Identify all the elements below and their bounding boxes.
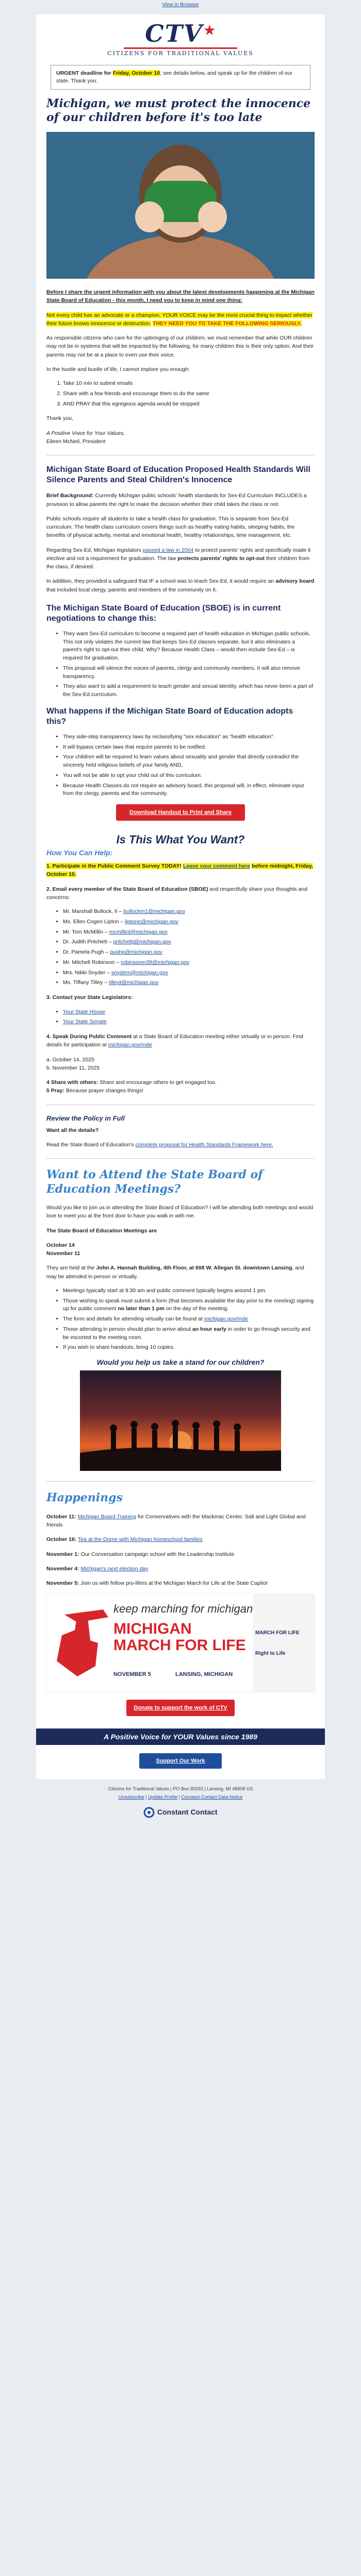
action-step-4: 4. Speak During Public Comment at a State Board of Education meeting either virtually or in person. Find details for participation at michigan.gov/mde [46,1033,303,1048]
meeting-title: Want to Attend the State Board of Education Meetings? [46,1168,263,1196]
star-icon: ★ [203,22,216,38]
logo-subtitle: CITIZENS FOR TRADITIONAL VALUES [107,50,254,57]
board-member: • Dr. Judith Pritchett – pritchettj@michigan.gov [63,938,315,946]
board-member: • Mr. Mitchell Robinson – robinsonm39@michigan.gov [63,959,315,967]
urgent-rest: ; see details below, and speak up for the children of our state. Thank you. [56,70,292,84]
member-email-link[interactable]: bullockm1@michigan.gov [123,908,186,915]
action-title: Is This What You Want? [116,833,245,846]
brand-header [36,14,325,57]
list-item: 3. AND PRAY that this egregious agenda would be stopped [63,400,315,409]
meeting-dates: a. October 14, 2025 b. November 11, 2025 [46,1056,100,1071]
action-subtitle: How You Can Help: [46,849,113,857]
list-item: • Your children will be required to learn values about sexuality and gender that directly contradict the sincerely held religious beliefs of your family AND, [63,753,315,770]
member-email-link[interactable]: snydern@michigan.gov [111,969,168,976]
meeting-bullets [46,1287,315,1352]
list-item: 1. Take 10 min to submit emails [63,380,315,388]
march-city: LANSING, MICHIGAN [175,1671,233,1678]
member-email-link[interactable]: pritchettj@michigan.gov [113,939,171,945]
section2-title: The Michigan State Board of Education (SBOE) is in current negotiations to change this: [46,603,281,623]
urgent-date: Friday, October 10 [112,70,160,76]
divider [46,1158,315,1159]
happening-item: November 4: Michigan's next election day [46,1565,149,1572]
support-button[interactable]: Support Our Work [139,1753,222,1769]
topbar [0,0,361,14]
action-step-1: 1. Participate in the Public Comment Survey TODAY! Leave your comment here before midnight, Friday, October 10. [46,863,313,878]
comment-survey-link[interactable]: Leave your comment here [183,863,251,870]
march-logo-1: MARCH FOR LIFE [255,1630,300,1636]
callout: Would you help us take a stand for our children? [96,1358,265,1367]
section2-list [46,630,315,699]
footer-address: Citizens for Traditional Values | PO Box 80293 | Lansing, MI 48908 US [108,1786,253,1792]
intro-thanks: Thank you, [46,415,73,422]
footer-links: Unsubscribe | Update Profile | Constant Contact Data Notice [118,1794,243,1800]
event-link[interactable]: Michigan's next election day [80,1565,149,1572]
march-for-life-banner[interactable] [46,1594,315,1692]
footer [0,1779,361,1804]
list-item: • They side-step transparency laws by reclassifying "sex education" as "health education". [63,733,315,741]
intro-p3: As responsible citizens who care for the upbringing of our children, we must remember that while OUR children may not be in systems that will be impacted by the following, for many children this is their only option. And their parents may not be at a place to even use their voice. [46,335,314,358]
child-covering-face-illustration [46,132,315,279]
list-item: • Meetings typically start at 9:30 am and public comment typically begins around 1 pm. [63,1287,315,1295]
state-senate-link[interactable]: Your State Senate [63,1019,107,1025]
download-handout-button[interactable]: Download Handout to Print and Share [116,804,245,821]
board-member: • Ms. Ellen Cogen Lipton – liptone@michigan.gov [63,918,315,926]
intro-p1: Before I share the urgent information with you about the latest developments happening at the Michigan State Board of Education - this month, I need you to keep in mind one thing: [46,289,315,304]
footer-banner: A Positive Voice for YOUR Values since 1989 [36,1728,325,1745]
board-member: • Mr. Marshall Bullock, II – bullockm1@michigan.gov [63,908,315,916]
donate-button[interactable]: Donate to support the work of CTV [126,1700,235,1716]
mde-link[interactable]: michigan.gov/mde [108,1042,152,1048]
happening-item: October 16: Tea at the Dome with Michigan homeschool families [46,1536,203,1543]
list-item: • They want Sex-Ed curriculum to become a required part of health education in Michigan public schools. This not only violates the current law that keeps Sex-Ed classes separate, but it also eliminates a parent's right to opt-out their child. Why? Because Health Class – would then include Sex-Ed – is required for graduation. [63,630,315,663]
intro-steps [46,380,315,408]
hero-image [46,132,315,279]
list-item: • You will not be able to opt your child out of this curriculum. [63,772,315,780]
meeting-location: They are held at the John A. Hannah Building, 4th Floor, at 608 W. Allegan St. downtown Lansing, and may be attended in person or virtually. [46,1265,304,1280]
review-text: Read the State Board of Education's complete proposal for Health Standards Framework here. [46,1141,273,1148]
member-email-link[interactable]: liptone@michigan.gov [125,918,178,925]
board-member-list [46,908,315,987]
view-in-browser-link[interactable]: View in Browser [162,2,199,8]
list-item: • Because Health Classes do not require an advisory board, this proposal will, in effect, eliminate input from the clergy, parents and the community. [63,782,315,799]
board-member: • Ms. Tiffany Tilley – tilleyt@michigan.gov [63,979,315,987]
review-subtitle: Want all the details? [46,1127,99,1133]
list-item: • If you wish to share handouts, bring 10 copies. [63,1344,315,1352]
action-step-3: 3. Contact your State Legislators: [46,994,133,1001]
section1-p4: In addition, they provided a safeguard that IF a school was to teach Sex-Ed, it would require an advisory board that included local clergy, parents and members of the community on it. [46,578,315,593]
section1-background: Brief Background: Currently Michigan public schools' health standards for Sex-Ed Curriculum INCLUDES a provision to allow parents the right to make the decision whether their child takes the class or not. [46,493,307,507]
update-profile-link[interactable]: Update Profile [147,1794,177,1800]
constant-contact-logo[interactable] [0,1804,361,1828]
intro-signature: A Positive Voice for Your Values, Eileen McNeil, President [46,430,125,445]
member-email-link[interactable]: mcmillint@michigan.gov [109,928,168,935]
march-title: MICHIGAN MARCH FOR LIFE [113,1620,246,1654]
data-notice-link[interactable]: Constant Contact Data Notice [181,1794,243,1800]
constant-contact-icon [143,1807,155,1818]
sunset-silhouette-illustration [80,1370,281,1471]
march-logo-2: Right to Life [255,1651,286,1657]
support-wrap [36,1745,325,1779]
happenings-title: Happenings [46,1491,123,1505]
action-step-share: 4 Share with others: Share and encourage others to get engaged too. 5 Pray: Because prayer changes things! [46,1079,217,1094]
logo-text: CTV [145,20,203,47]
intro-p4: In the hustle and bustle of life, I cannot implore you enough: [46,366,190,372]
main-headline: Michigan, we must protect the innocence of our children before it's too late [46,97,311,125]
list-item: 2. Share with a few friends and encourage them to do the same [63,390,315,398]
action-step-2: 2. Email every member of the State Board of Education (SBOE) and respectfully share your thoughts and concerns: [46,886,307,901]
member-email-link[interactable]: pughp@michigan.gov [110,949,162,956]
list-item: • The form and details for attending virtually can be found at michigan.gov/mde [63,1315,315,1324]
section3-list [46,733,315,798]
list-item [63,1008,315,1016]
intro-p2: Not every child has an advocate or a champion. YOUR VOICE may be the most crucial thing to impact whether their future knows innocence or destruction. THEY NEED YOU TO TAKE THE FOLLOWING SERIOUSLY. [46,312,313,327]
list-item: • Those wishing to speak must submit a form (that becomes available the day prior to the meeting) signing up for public comment no later than 1 pm on the day of the meeting. [63,1297,315,1314]
proposal-link[interactable]: complete proposal for Health Standards Framework here. [135,1141,273,1148]
list-item: • They also want to add a requirement to teach gender and sexual identity, which has never been a part of the Sex-Ed curriculum. [63,683,315,699]
email-card [36,14,325,1779]
list-item [63,1018,315,1026]
march-keep-text: keep marching for michigan [113,1602,253,1616]
list-item: • It will bypass certain laws that require parents to be notified. [63,743,315,752]
law-2004-link[interactable]: passed a law in 2004 [142,547,194,553]
board-member: • Dr. Pamela Pugh – pughp@michigan.gov [63,948,315,957]
section1-title: Michigan State Board of Education Proposed Health Standards Will Silence Parents and Steal Children's Innocence [46,465,310,485]
people-silhouette-image [80,1370,281,1471]
march-date: NOVEMBER 5 [113,1671,151,1678]
list-item: • This proposal will silence the voices of parents, clergy and community members. It will also remove transparency. [63,665,315,681]
member-email-link[interactable]: robinsonm39@michigan.gov [121,959,190,965]
section1-p2: Public schools require all students to take a health class for graduation. This is separate from Sex-Ed curriculum. The health class curriculum covers things such as healthy eating habits, sleeping habits, the benefits of physical activity, mental and emotional health, healthy relationships, time management, etc. [46,515,295,539]
urgent-notice [51,65,310,90]
legislator-links [46,1008,315,1027]
meeting-p1: Would you like to join us in attending the State Board of Education? I will be attending both meetings and would love to meet you at the front door to have you walk in with me. [46,1205,313,1219]
unsubscribe-link[interactable]: Unsubscribe [118,1794,144,1800]
happening-item: November 1: Our Conversation campaign school with the Leadership Institute [46,1551,235,1557]
urgent-label: URGENT deadline for [56,70,111,76]
logo-rule [124,47,237,49]
state-house-link[interactable]: Your State House [63,1008,105,1015]
member-email-link[interactable]: tilleyt@michigan.gov [109,979,159,986]
section1-p3: Regarding Sex-Ed, Michigan legislators passed a law in 2004 to protect parents' rights and specifically made it elective and not a requirement for graduation. The law protects parents' rights to opt-out their children from the class, if desired. [46,547,311,570]
event-link[interactable]: Tea at the Dome with Michigan homeschool families [78,1536,203,1543]
meeting-p2: The State Board of Education Meetings are [46,1227,157,1234]
section3-title: What happens if the Michigan State Board of Education adopts this? [46,706,293,726]
board-member: • Mr. Tom McMillin – mcmillint@michigan.gov [63,928,315,937]
constant-contact-text: Constant Contact [157,1808,218,1817]
review-title: Review the Policy in Full [46,1114,125,1122]
board-member: • Mrs. Nikki Snyder – snydern@michigan.gov [63,969,315,977]
list-item: • Those attending in person should plan to arrive about an hour early in order to go through security and be escorted to the meeting room. [63,1326,315,1342]
happening-item: October 11: Michigan Board Training for Conservatives with the Mackinac Center, Salt and Light Global and friends [46,1513,306,1528]
meeting-dates-list: October 14 November 11 [46,1242,80,1257]
happening-item: November 5: Join us with fellow pro-lifers at the Michigan March for Life at the State Capitol [46,1580,268,1587]
divider [46,1481,315,1482]
mde-link[interactable]: michigan.gov/mde [204,1316,248,1323]
logo [36,22,325,45]
event-link[interactable]: Michigan Board Training [77,1513,136,1520]
